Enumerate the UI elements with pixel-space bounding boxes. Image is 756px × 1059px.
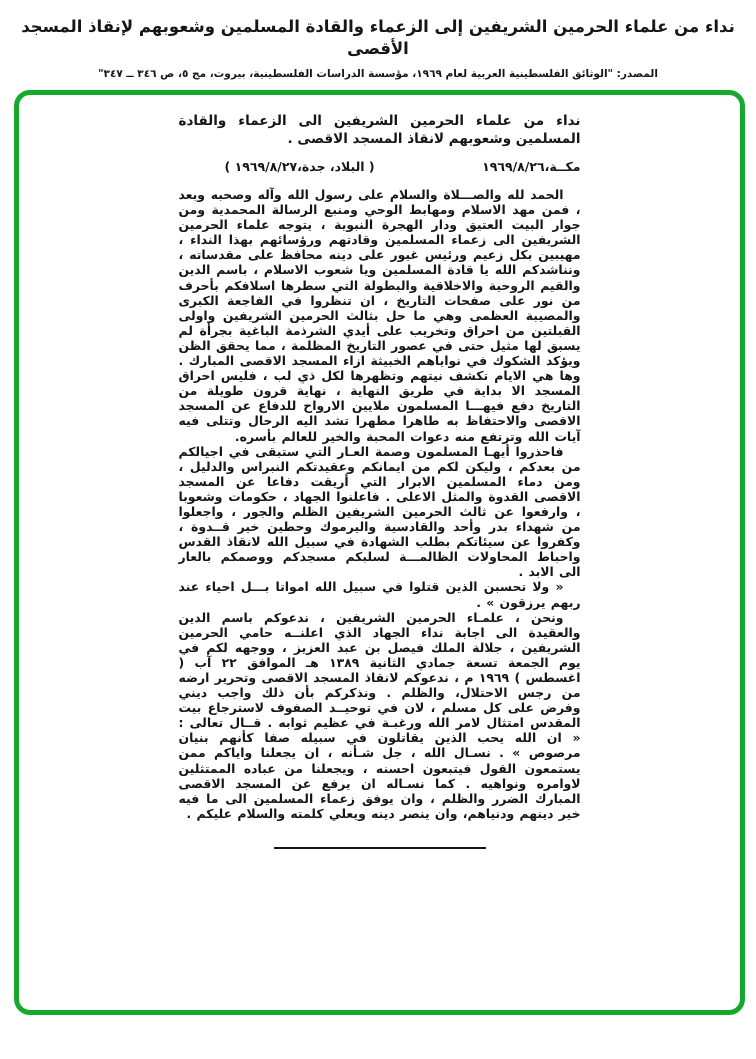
page-title: نداء من علماء الحرمين الشريفين إلى الزعماء والقادة المسلمين وشعوبهم لإنقاذ المسجد الأقصى: [21, 17, 735, 58]
body-paragraph: فاحذروا أيهـا المسلمون وصمة العـار التي ستبقى في اجيالكم من بعدكم ، وليكن لكم من ايمانكم وعقيدتكم النبراس والدليل ، ومن دماء المسلمين الابرار التي أريقت دفاعا عن المسجد الاقصى القدوة والمثل الاعلى . فاعلنوا الجهاد ، حكومات وشعوبا ، وارفعوا عن ثالث الحرمين الشريفين الظلم والجور ، واجعلوا من شهداء بدر وأحد والقادسية واليرموك وحطين خير قــدوة ، وكفروا عن سيئاتكم بطلب الشهادة في سبيل الله لانقاذ القدس واحباط المحاولات الظالمـــة لسلبكم مسجدكم ووصمكم بالعار الى الابد .: [178, 443, 581, 580]
document-title: نداء من علماء الحرمين الشريفين الى الزعماء والقادة المسلمين وشعوبهم لانقاذ المسجد الاقصى .: [178, 113, 581, 147]
document-frame: [14, 90, 745, 1015]
end-rule: [274, 847, 486, 849]
dateline-place: مكــة،١٩٦٩/٨/٢٦: [482, 159, 581, 174]
dateline: [179, 159, 581, 175]
body-paragraph: « ولا تحسبن الذين قتلوا في سبيل الله امواتا بـــل احياء عند ربهم يرزقون » .: [178, 579, 581, 610]
page-header: [0, 0, 756, 81]
document-body: [179, 187, 581, 821]
source-line: المصدر: "الوثائق الفلسطينية العربية لعام ١٩٦٩، مؤسسة الدراسات الفلسطينية، بيروت، مج ٥، ص ٣٤٦ ــ ٣٤٧": [98, 68, 658, 80]
document-column: [179, 113, 581, 849]
body-paragraph: الحمد لله والصـــلاة والسلام على رسول الله وآله وصحبه وبعد ، فمن مهد الاسلام ومهابط الوحي ومنبع الرسالة المحمدية ومن جوار البيت العتيق ودار الهجرة النبوية ، يتوجه علماء الحرمين الشريفين الى زعماء المسلمين وقادتهم ورؤسائهم بهذا النداء ، مهيبين بكل زعيم ورئيس غيور على دينه محافظ على مقدساته ، ونناشدكم الله يا قادة المسلمين ويا شعوب الاسلام ، باسم الدين والقيم الروحية والاخلاقية والبطولة التي سطرها اسلافكم بأحرف من نور على صفحات التاريخ ، ان تنظروا في الفاجعة الكبرى والمصيبة العظمى وهي ما حل بثالث الحرمين الشريفين واولى القبلتين من احراق وتخريب على أيدي الشرذمة الباغية بجرأة لم يسبق لها مثيل حتى في عصور التاريخ المظلمة ، مما يحقق الظن ويؤكد الشكوك في نواياهم الخبيثة ازاء المسجد الاقصى المبارك . وها هي الايام تكشف نيتهم وتظهرها لكل ذي لب ، فليس احراق المسجد الا بداية في طريق النهاية ، نهاية قرون طويلة من التاريخ دفع فيهـــا المسلمون ملايين الارواح للدفاع عن المسجد الاقصى والاحتفاظ به طاهرا مطهرا تشد اليه الرحال وتتلى فيه آيات الله وترتفع منه دعوات المحبة والخير للعالم بأسره.: [178, 187, 581, 444]
dateline-reference: ( البلاد، جدة،١٩٦٩/٨/٢٧ ): [224, 159, 375, 174]
body-paragraph: ونحن ، علمـاء الحرمين الشريفين ، ندعوكم باسم الدين والعقيدة الى اجابة نداء الجهاد الذي اعلنــه حامي الحرمين الشريفين ، جلالة الملك فيصل بن عبد العزيز ، ووجهه لكم في يوم الجمعة تسعة جمادي الثانية ١٣٨٩ هـ الموافق ٢٢ آب ( اغسطس ) ١٩٦٩ م ، ندعوكم لانقاذ المسجد الاقصى وتحرير ارضه من رجس الاحتلال، والظلم . ونذكركم بأن ذلك واجب ديني وفرض على كل مسلم ، لان في توحيــد الصفوف لاسترجاع بيت المقدس امتثال لامر الله ورغبـة في عظيم ثوابه . قــال تعالى : « ان الله يحب الذين يقاتلون في سبيله صفا كأنهم بنيان مرصوص » . نسـال الله ، جل شـأنه ، ان يجعلنا واياكم ممن يستمعون القول فيتبعون احسنه ، ويجعلنا من عباده الممتثلين لاوامره ونواهيه . كما نسـاله ان يرفع عن المسجد الاقصى المبارك الضرر والظلم ، وان يوفق زعماء المسلمين الى ما فيه خير دينهم ودنياهم، وان ينصر دينه ويعلي كلمته والسلام عليكم .: [178, 609, 581, 821]
